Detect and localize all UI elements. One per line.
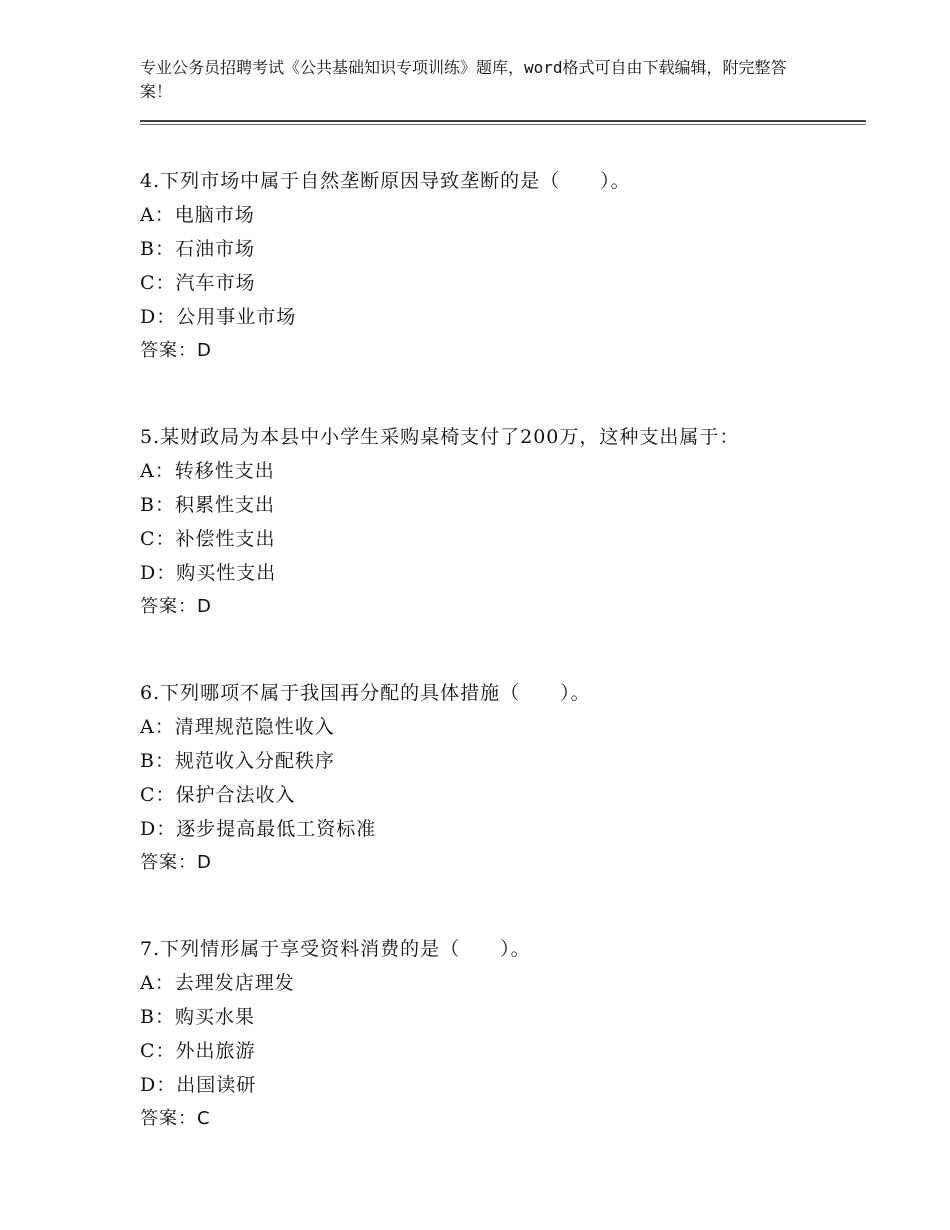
header-divider (140, 120, 866, 125)
answer-line: 答案：D (140, 852, 212, 873)
question-stem: 7.下列情形属于享受资料消费的是（ ）。 (140, 938, 531, 960)
page-title: 专业公务员招聘考试《公共基础知识专项训练》题库，word格式可自由下载编辑，附完整答案！ (140, 58, 787, 101)
option-c: C：保护合法收入 (140, 784, 296, 806)
option-b: B：购买水果 (140, 1006, 255, 1028)
question-list (140, 164, 860, 1188)
option-c: C：汽车市场 (140, 272, 256, 294)
option-d: D：购买性支出 (140, 562, 277, 584)
answer-line: 答案：C (140, 1108, 211, 1129)
option-a: A：电脑市场 (140, 204, 255, 226)
option-a: A：去理发店理发 (140, 972, 295, 994)
option-d: D：逐步提高最低工资标准 (140, 818, 377, 840)
option-a: A：清理规范隐性收入 (140, 716, 335, 738)
question-item (140, 164, 860, 368)
option-d: D：出国读研 (140, 1074, 257, 1096)
answer-line: 答案：D (140, 596, 212, 617)
answer-line: 答案：D (140, 340, 212, 361)
option-b: B：积累性支出 (140, 494, 275, 516)
option-b: B：石油市场 (140, 238, 255, 260)
option-c: C：外出旅游 (140, 1040, 256, 1062)
option-b: B：规范收入分配秩序 (140, 750, 335, 772)
option-d: D：公用事业市场 (140, 306, 297, 328)
question-item (140, 932, 860, 1136)
question-stem: 4.下列市场中属于自然垄断原因导致垄断的是（ ）。 (140, 170, 631, 192)
option-a: A：转移性支出 (140, 460, 275, 482)
option-c: C：补偿性支出 (140, 528, 276, 550)
question-stem: 5.某财政局为本县中小学生采购桌椅支付了200万，这种支出属于： (140, 426, 740, 448)
question-stem: 6.下列哪项不属于我国再分配的具体措施（ ）。 (140, 682, 591, 704)
question-item (140, 420, 860, 624)
question-item (140, 676, 860, 880)
